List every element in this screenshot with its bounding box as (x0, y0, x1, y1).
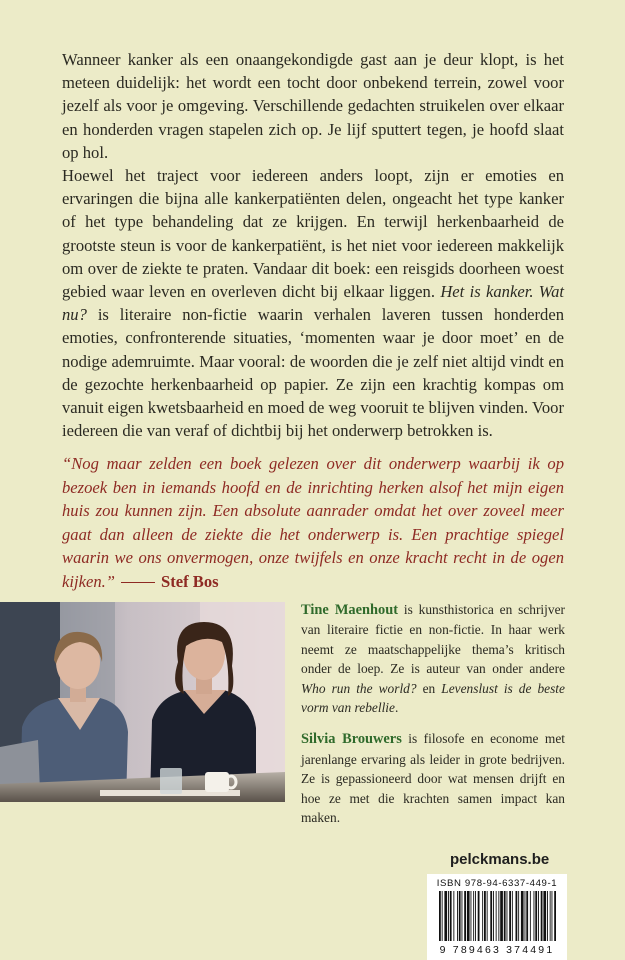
author-bio-1-connector: en (422, 680, 436, 696)
author-bio-1-end: . (394, 700, 399, 716)
barcode-digits: 9 789463 374491 (439, 944, 555, 956)
author-bio-1-text: is kunsthistorica en schrijver van literaire fictie en non-fictie. In haar werk neemt ze maatschappelijke thema’s kritisch onder de loep. Ze is auteur van onder andere (301, 602, 565, 677)
back-cover-blurb (62, 48, 564, 442)
author-bios (301, 600, 565, 839)
author-bio-1 (301, 600, 565, 717)
quote-text: “Nog maar zelden een boek gelezen over dit onderwerp waarbij ik op bezoek ben in iemands hoofd en de inrichting herken alsof het mijn eigen huis zou kunnen zijn. Een absolute aanrader omdat het over zoveel meer gaat dan alleen de ziekte die het onderwerp is. Een prachtige spiegel waarin we ons onvermogen, onze twijfels en onze kracht recht in de ogen kijken.” (62, 454, 564, 591)
barcode-icon (427, 891, 567, 943)
book-title: Het is kanker. Wat nu? (62, 282, 565, 325)
blurb-paragraph-2-end: is literaire non-fictie waarin verhalen laveren tussen honderden emoties, confronterende situaties, ‘momenten waar je door moet’ en de nodige ademruimte. Maar vooral: de woorden die je zelf niet altijd vindt en de gezochte herkenbaarheid op papier. Ze zijn een krachtig kompas om vanuit eigen kwetsbaarheid en moed de weg vooruit te blijven vinden. Voor iedereen die van veraf of dichtbij bij het onderwerp betrokken is. (62, 305, 564, 441)
author-bio-1-work-1: Who run the world? (301, 680, 417, 696)
isbn-label: ISBN 978-94-6337-449-1 (436, 878, 558, 889)
blurb-paragraph-2 (62, 164, 564, 442)
publisher-website: pelckmans.be (450, 851, 550, 868)
quote-author: Stef Bos (161, 571, 219, 591)
blurb-paragraph-1: Wanneer kanker als een onaangekondigde gast aan je deur klopt, is het meteen duidelijk: het wordt een tocht door onbekend terrein, zowel voor jezelf als voor je omgeving. Verschillende gedachten struikelen over elkaar en honderden vragen stapelen zich op. Je lijf sputtert tegen, je hoofd slaat op hol. (62, 50, 564, 162)
blurb-paragraph-2-start: Hoewel het traject voor iedereen anders loopt, zijn er emoties en ervaringen die bijna alle kankerpatiënten delen, ongeacht het type kanker of het type behandeling dat ze krijgen. En terwijl herkenbaarheid de grootste steun is voor de kankerpatiënt, is het niet voor iedereen makkelijk om over de ziekte te praten. Vandaar dit boek: een reisgids doorheen woest gebied waar leven en overleven dicht bij elkaar liggen. (62, 166, 564, 302)
author-bio-1-work-2: Levenslust is de beste vorm van rebellie (301, 680, 565, 716)
author-name-2: Silvia Brouwers (301, 731, 402, 748)
authors-photo-illustration (0, 602, 285, 802)
author-bio-2-text: is filosofe en econome met jarenlange ervaring als leider in grote bedrijven. Ze is gepassioneerd door wat mensen drijft en hoe ze met die krachten samen impact kan maken. (301, 731, 565, 826)
author-name-1: Tine Maenhout (301, 602, 398, 618)
isbn-barcode-box (427, 874, 567, 960)
quote-dash (121, 582, 155, 583)
authors-photo (0, 602, 285, 802)
endorsement-quote (62, 452, 564, 593)
author-bio-2 (301, 729, 565, 827)
